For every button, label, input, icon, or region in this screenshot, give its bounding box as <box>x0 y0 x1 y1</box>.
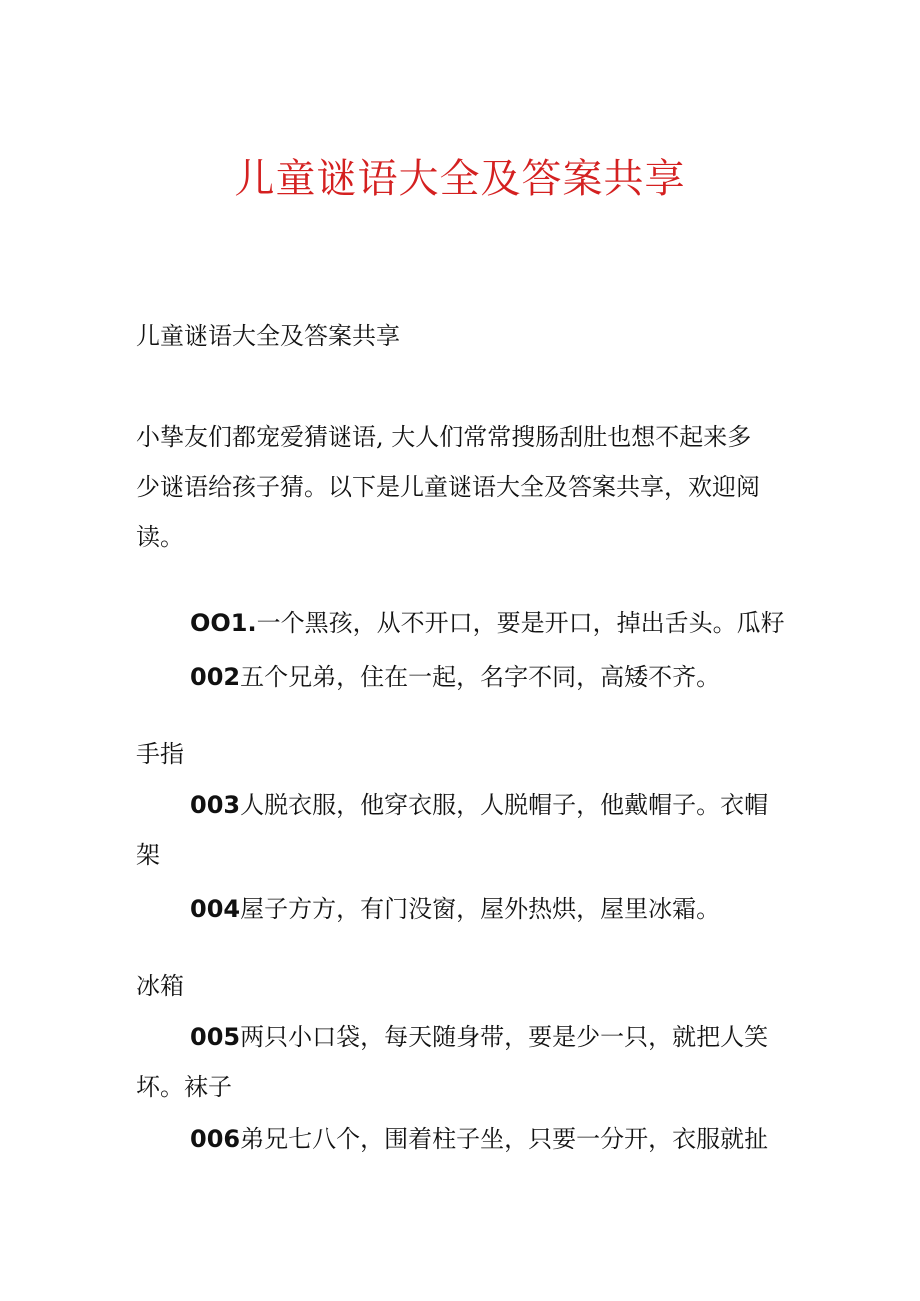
riddle-text: 五个兄弟，住在一起，名字不同，高矮不齐。 <box>240 663 721 691</box>
riddle-number: OO1. <box>190 609 257 637</box>
riddle-line <box>136 884 786 934</box>
riddle-item-003 <box>136 780 786 880</box>
riddle-number: 006 <box>190 1125 241 1153</box>
riddle-line <box>136 1114 786 1164</box>
riddle-text: 屋子方方，有门没窗，屋外热烘，屋里冰霜。 <box>240 895 721 923</box>
riddle-number: 003 <box>190 791 241 819</box>
intro-paragraph <box>136 412 786 562</box>
riddle-line: 坏。袜子 <box>136 1073 232 1101</box>
riddle-text: 弟兄七八个，围着柱子坐，只要一分开，衣服就扯 <box>240 1125 769 1153</box>
riddle-text: 人脱衣服，他穿衣服，人脱帽子，他戴帽子。衣帽 <box>240 791 769 819</box>
intro-line: 读。 <box>136 523 184 551</box>
riddle-number: 004 <box>190 895 241 923</box>
riddle-line: 架 <box>136 841 160 869</box>
riddle-number: 002 <box>190 663 241 691</box>
riddle-item-005 <box>136 1012 786 1112</box>
document-title: 儿童谜语大全及答案共享 <box>234 156 686 202</box>
riddle-item-006 <box>136 1114 786 1164</box>
intro-line: 小挚友们都宠爱猜谜语, 大人们常常搜肠刮肚也想不起来多 <box>136 423 752 451</box>
riddle-line <box>136 652 786 702</box>
riddle-line <box>136 598 786 648</box>
riddle-line <box>136 780 786 830</box>
riddle-item-001 <box>136 598 786 648</box>
riddle-item-004 <box>136 884 786 934</box>
riddle-number: 005 <box>190 1023 241 1051</box>
intro-line: 少谜语给孩子猜。以下是儿童谜语大全及答案共享，欢迎阅 <box>136 473 760 501</box>
riddle-answer-004: 冰箱 <box>136 972 184 1000</box>
riddle-text: 两只小口袋，每天随身带，要是少一只，就把人笑 <box>240 1023 769 1051</box>
riddle-item-002 <box>136 652 786 702</box>
riddle-answer-002: 手指 <box>136 740 184 768</box>
riddle-line <box>136 1012 786 1062</box>
document-subtitle: 儿童谜语大全及答案共享 <box>136 322 400 350</box>
riddle-text: 一个黑孩，从不开口，要是开口，掉出舌头。瓜籽 <box>256 609 785 637</box>
